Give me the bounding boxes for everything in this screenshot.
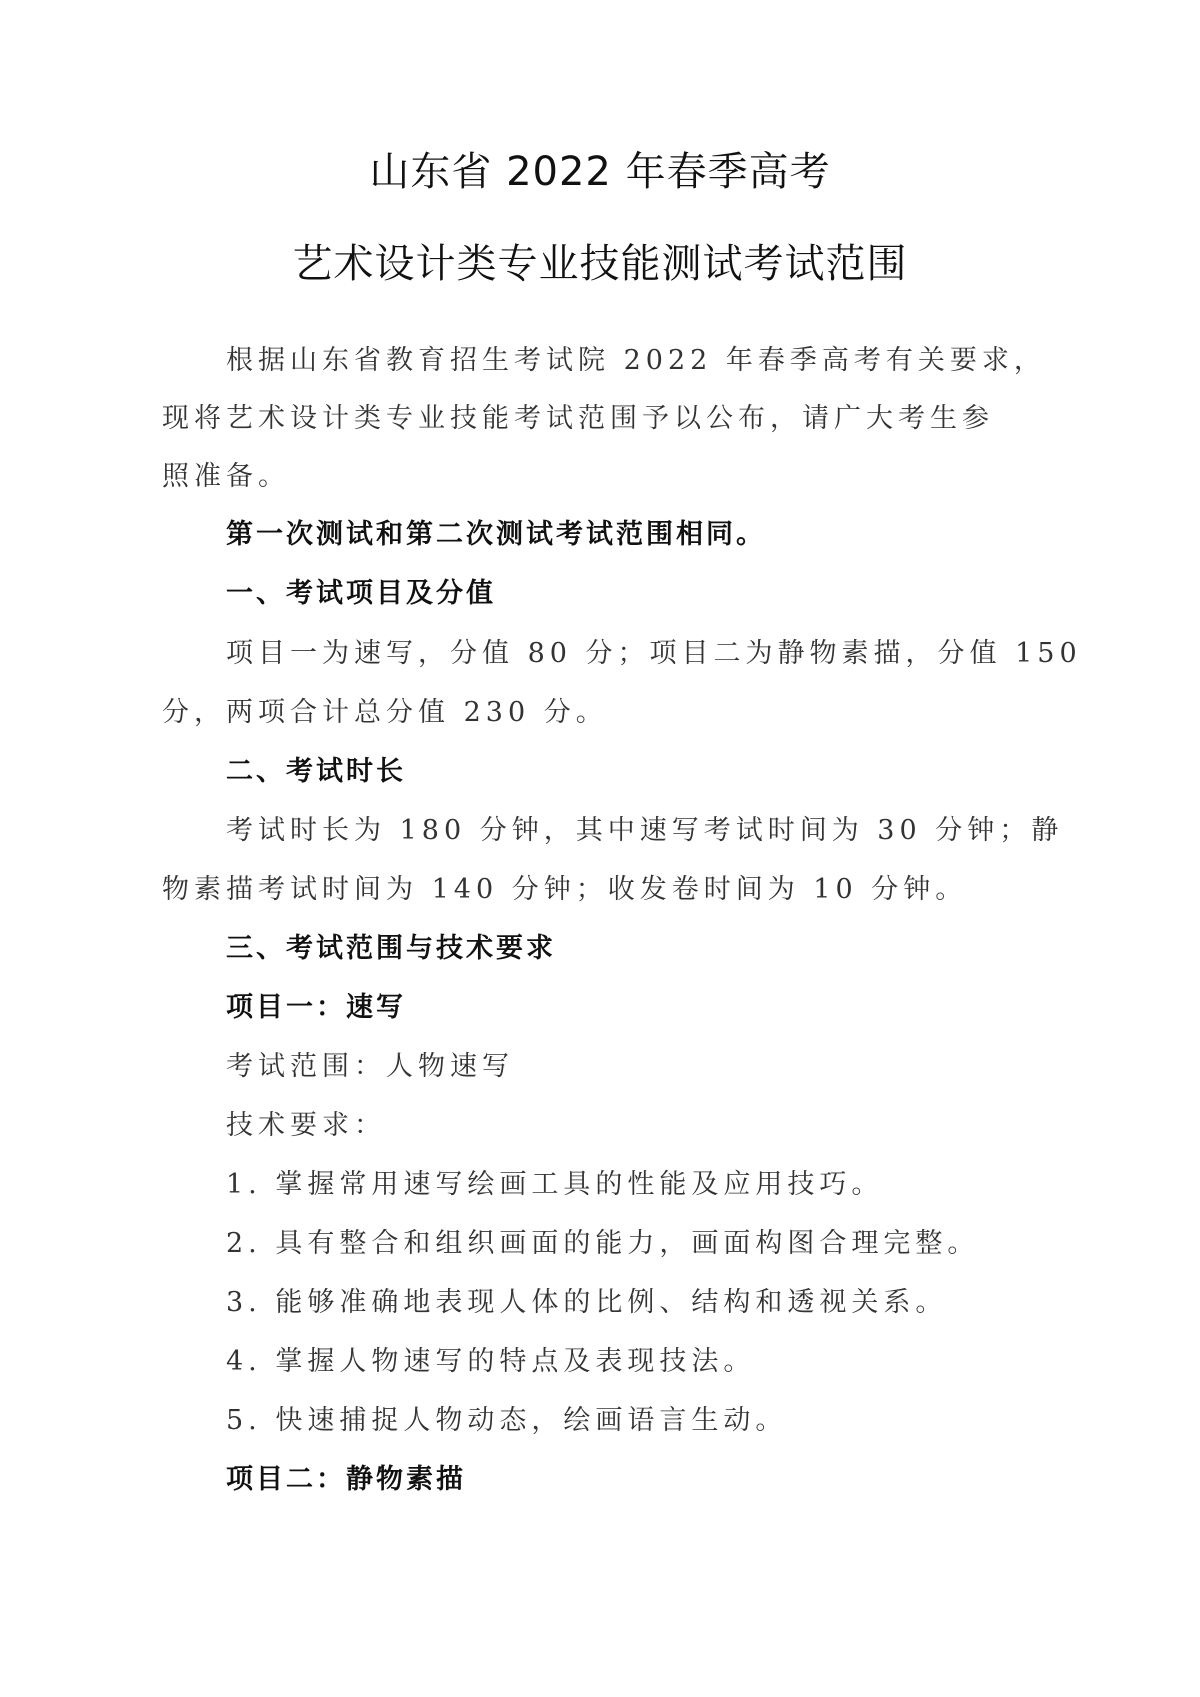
intro-paragraph-line-2: 现将艺术设计类专业技能考试范围予以公布，请广大考生参 <box>162 403 994 434</box>
section-heading-1: 一、考试项目及分值 <box>226 578 496 609</box>
requirement-item-5: 5. 快速捕捉人物动态，绘画语言生动。 <box>226 1405 788 1436</box>
document-title-line-2: 艺术设计类专业技能测试考试范围 <box>292 241 908 287</box>
requirement-item-2: 2. 具有整合和组织画面的能力，画面构图合理完整。 <box>226 1228 980 1259</box>
intro-paragraph-line-1: 根据山东省教育招生考试院 2022 年春季高考有关要求， <box>226 345 1046 376</box>
requirement-item-4: 4. 掌握人物速写的特点及表现技法。 <box>226 1346 756 1377</box>
project-2-heading: 项目二：静物素描 <box>226 1464 466 1495</box>
tech-requirements-label: 技术要求： <box>226 1110 386 1141</box>
intro-paragraph-line-3: 照准备。 <box>162 461 290 492</box>
section-heading-3: 三、考试范围与技术要求 <box>226 933 556 964</box>
requirement-item-3: 3. 能够准确地表现人体的比例、结构和透视关系。 <box>226 1287 948 1318</box>
section-1-text-line-2: 分，两项合计总分值 230 分。 <box>162 697 608 728</box>
requirement-item-1: 1. 掌握常用速写绘画工具的性能及应用技巧。 <box>226 1169 884 1200</box>
section-2-text-line-1: 考试时长为 180 分钟，其中速写考试时间为 30 分钟；静 <box>226 815 1064 846</box>
section-heading-2: 二、考试时长 <box>226 756 406 787</box>
section-1-text-line-1: 项目一为速写，分值 80 分；项目二为静物素描，分值 150 <box>226 638 1082 669</box>
section-2-text-line-2: 物素描考试时间为 140 分钟；收发卷时间为 10 分钟。 <box>162 874 968 905</box>
document-title-line-1: 山东省 2022 年春季高考 <box>369 149 831 195</box>
project-1-scope: 考试范围：人物速写 <box>226 1051 514 1082</box>
project-1-heading: 项目一：速写 <box>226 992 406 1023</box>
note-same-scope: 第一次测试和第二次测试考试范围相同。 <box>226 519 766 550</box>
